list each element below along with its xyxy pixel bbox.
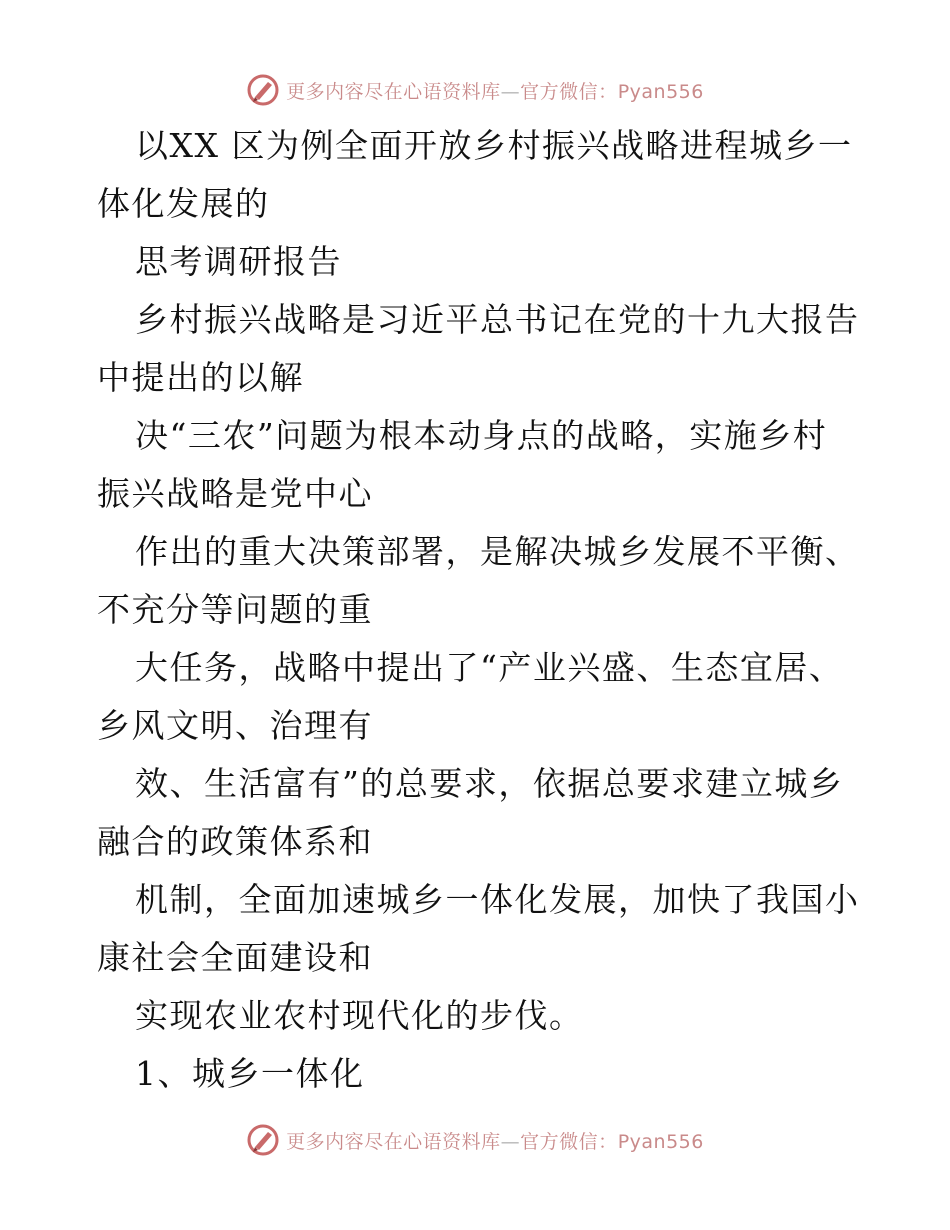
watermark-text bbox=[286, 77, 704, 104]
paragraph-line: 决“三农”问题为根本动身点的战略，实施乡村 bbox=[135, 416, 828, 455]
paragraph-line: 机制，全面加速城乡一体化发展，加快了我国小 bbox=[135, 880, 860, 919]
watermark-official-label: 官方微信： bbox=[520, 80, 618, 103]
pen-circle-icon bbox=[246, 73, 280, 107]
watermark-text bbox=[286, 1127, 704, 1154]
section-heading: 1、城乡一体化 bbox=[135, 1054, 365, 1093]
watermark-brand: 更多内容尽在心语资料库 bbox=[286, 80, 501, 103]
header-watermark bbox=[0, 70, 950, 110]
watermark-official-label: 官方微信： bbox=[520, 1130, 618, 1153]
title-line-1: 以XX 区为例全面开放乡村振兴战略进程城乡一 bbox=[135, 126, 853, 165]
watermark-group bbox=[246, 1123, 704, 1157]
watermark-separator: — bbox=[500, 1130, 521, 1153]
paragraph-line: 乡风文明、治理有 bbox=[97, 706, 373, 745]
document-body bbox=[97, 117, 860, 1103]
paragraph-line: 不充分等问题的重 bbox=[97, 590, 373, 629]
paragraph-line: 中提出的以解 bbox=[97, 358, 304, 397]
paragraph-line: 振兴战略是党中心 bbox=[97, 474, 373, 513]
paragraph-line: 作出的重大决策部署，是解决城乡发展不平衡、 bbox=[135, 532, 860, 571]
title-line-3: 思考调研报告 bbox=[135, 242, 342, 281]
paragraph-line: 康社会全面建设和 bbox=[97, 938, 373, 977]
watermark-separator: — bbox=[500, 80, 521, 103]
watermark-wechat-id: Pyan556 bbox=[617, 1130, 704, 1153]
paragraph-line: 融合的政策体系和 bbox=[97, 822, 373, 861]
watermark-brand: 更多内容尽在心语资料库 bbox=[286, 1130, 501, 1153]
watermark-group bbox=[246, 73, 704, 107]
paragraph-line: 大任务，战略中提出了“产业兴盛、生态宜居、 bbox=[135, 648, 844, 687]
paragraph-line: 效、生活富有”的总要求，依据总要求建立城乡 bbox=[135, 764, 844, 803]
pen-circle-icon bbox=[246, 1123, 280, 1157]
paragraph-line: 实现农业农村现代化的步伐。 bbox=[135, 996, 584, 1035]
watermark-wechat-id: Pyan556 bbox=[617, 80, 704, 103]
paragraph-line: 乡村振兴战略是习近平总书记在党的十九大报告 bbox=[135, 300, 860, 339]
title-line-2: 体化发展的 bbox=[97, 184, 270, 223]
footer-watermark bbox=[0, 1120, 950, 1160]
